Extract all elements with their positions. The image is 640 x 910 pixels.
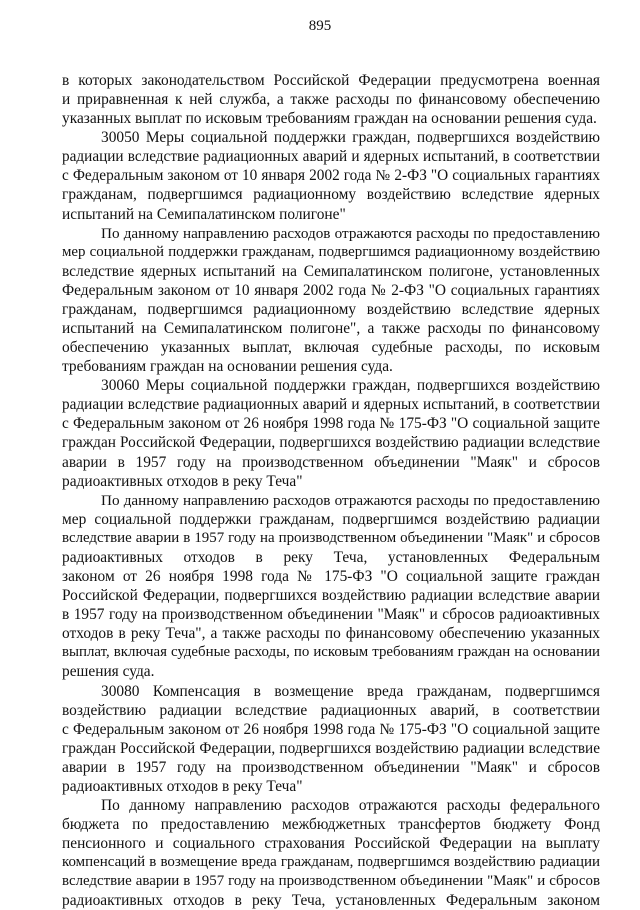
text-line: с Федеральным законом от 26 ноября 1998 года № 175-ФЗ "О социальной защите [62,415,600,433]
text-line: вследствие аварии в 1957 году на производственном объединении "Маяк" и сбросов [62,873,600,890]
text-line: испытаний на Семипалатинском полигоне" [62,205,346,223]
text-line: Российской Федерации, подвергшихся воздействию радиации вследствие аварии [62,587,600,605]
text-line: бюджета по предоставлению межбюджетных трансфертов бюджету Фонд [62,816,600,834]
paragraph [62,796,600,910]
text-line: компенсаций в возмещение вреда гражданам, подвергшимся воздействию радиации [62,854,600,871]
text-line: Федеральным законом от 10 января 2002 года № 2-ФЗ "О социальных гарантиях [62,281,600,299]
text-line: обеспечению указанных выплат, включая судебные расходы, по исковым [62,339,600,357]
text-line: воздействию радиации вследствие радиационных аварий, в соответствии [62,701,600,719]
text-line: 30050 Меры социальной поддержки граждан, подвергшихся воздействию [101,129,600,147]
text-line: По данному направлению расходов отражаются расходы по предоставлению [101,224,600,242]
paragraph [62,224,600,377]
text-line: граждан Российской Федерации, подвергшихся воздействию радиации вследствие [62,434,600,452]
text-line: мер социальной поддержки гражданам, подвергшимся воздействию радиации [62,510,600,528]
text-line: радиоактивных отходов в реку Теча" [62,472,303,490]
text-line: с Федеральным законом от 10 января 2002 года № 2-ФЗ "О социальных гарантиях [62,167,600,185]
text-line: указанных выплат по исковым требованиям граждан на основании решения суда. [62,110,597,128]
page-number: 895 [308,18,332,34]
text-line: пенсионного и социального страхования Российской Федерации на выплату [62,835,600,853]
text-line: радиации вследствие радиационных аварий и ядерных испытаний, в соответствии [62,396,600,414]
text-line: отходов в реку Теча", а также расходы по финансовому обеспечению указанных [62,625,600,643]
text-line: По данному направлению расходов отражаются расходы федерального [101,796,600,814]
text-line: с Федеральным законом от 26 ноября 1998 года № 175-ФЗ "О социальной защите [62,720,600,738]
paragraph [62,71,600,128]
text-line: радиации вследствие радиационных аварий и ядерных испытаний, в соответствии [62,148,600,166]
text-line: выплат, включая судебные расходы, по исковым требованиям граждан на основании [62,644,600,661]
text-line: аварии в 1957 году на производственном объединении "Маяк" и сбросов [62,453,600,471]
text-line: в 1957 году на производственном объединении "Маяк" и сбросов радиоактивных [62,606,600,624]
text-line: требованиям граждан на основании решения суда. [62,358,393,376]
text-line: граждан Российской Федерации, подвергшихся воздействию радиации вследствие [62,739,600,757]
text-line: радиоактивных отходов в реку Теча" [62,777,303,795]
paragraph [62,682,600,796]
text-line: испытаний на Семипалатинском полигоне", а также расходы по финансовому [62,320,600,338]
document-body [62,71,600,910]
text-line: вследствие ядерных испытаний на Семипалатинском полигоне, установленных [62,262,600,280]
text-line: решения суда. [62,663,155,681]
text-line: гражданам, подвергшимся радиационному воздействию вследствие ядерных [62,300,600,318]
text-line: законом от 26 ноября 1998 года № 175-ФЗ "О социальной защите граждан [62,568,600,586]
text-line: мер социальной поддержки гражданам, подвергшимся радиационному воздействию [62,243,600,260]
text-line: По данному направлению расходов отражаются расходы по предоставлению [101,491,600,509]
paragraph [62,376,600,490]
text-line: в которых законодательством Российской Федерации предусмотрена военная [62,72,600,89]
text-line: и приравненная к ней служба, а также расходы по финансовому обеспечению [62,91,600,109]
text-line: радиоактивных отходов в реку Теча, установленных Федеральным [62,548,600,566]
text-line: 30080 Компенсация в возмещение вреда гражданам, подвергшимся [101,682,600,700]
paragraph [62,128,600,223]
text-line: 30060 Меры социальной поддержки граждан, подвергшихся воздействию [101,377,600,395]
text-line: вследствие аварии в 1957 году на производственном объединении "Маяк" и сбросов [62,529,600,546]
text-line: аварии в 1957 году на производственном объединении "Маяк" и сбросов [62,758,600,776]
text-line: гражданам, подвергшимся радиационному воздействию вследствие ядерных [62,186,600,204]
text-line: радиоактивных отходов в реку Теча, установленных Федеральным законом [62,892,600,910]
paragraph [62,491,600,682]
